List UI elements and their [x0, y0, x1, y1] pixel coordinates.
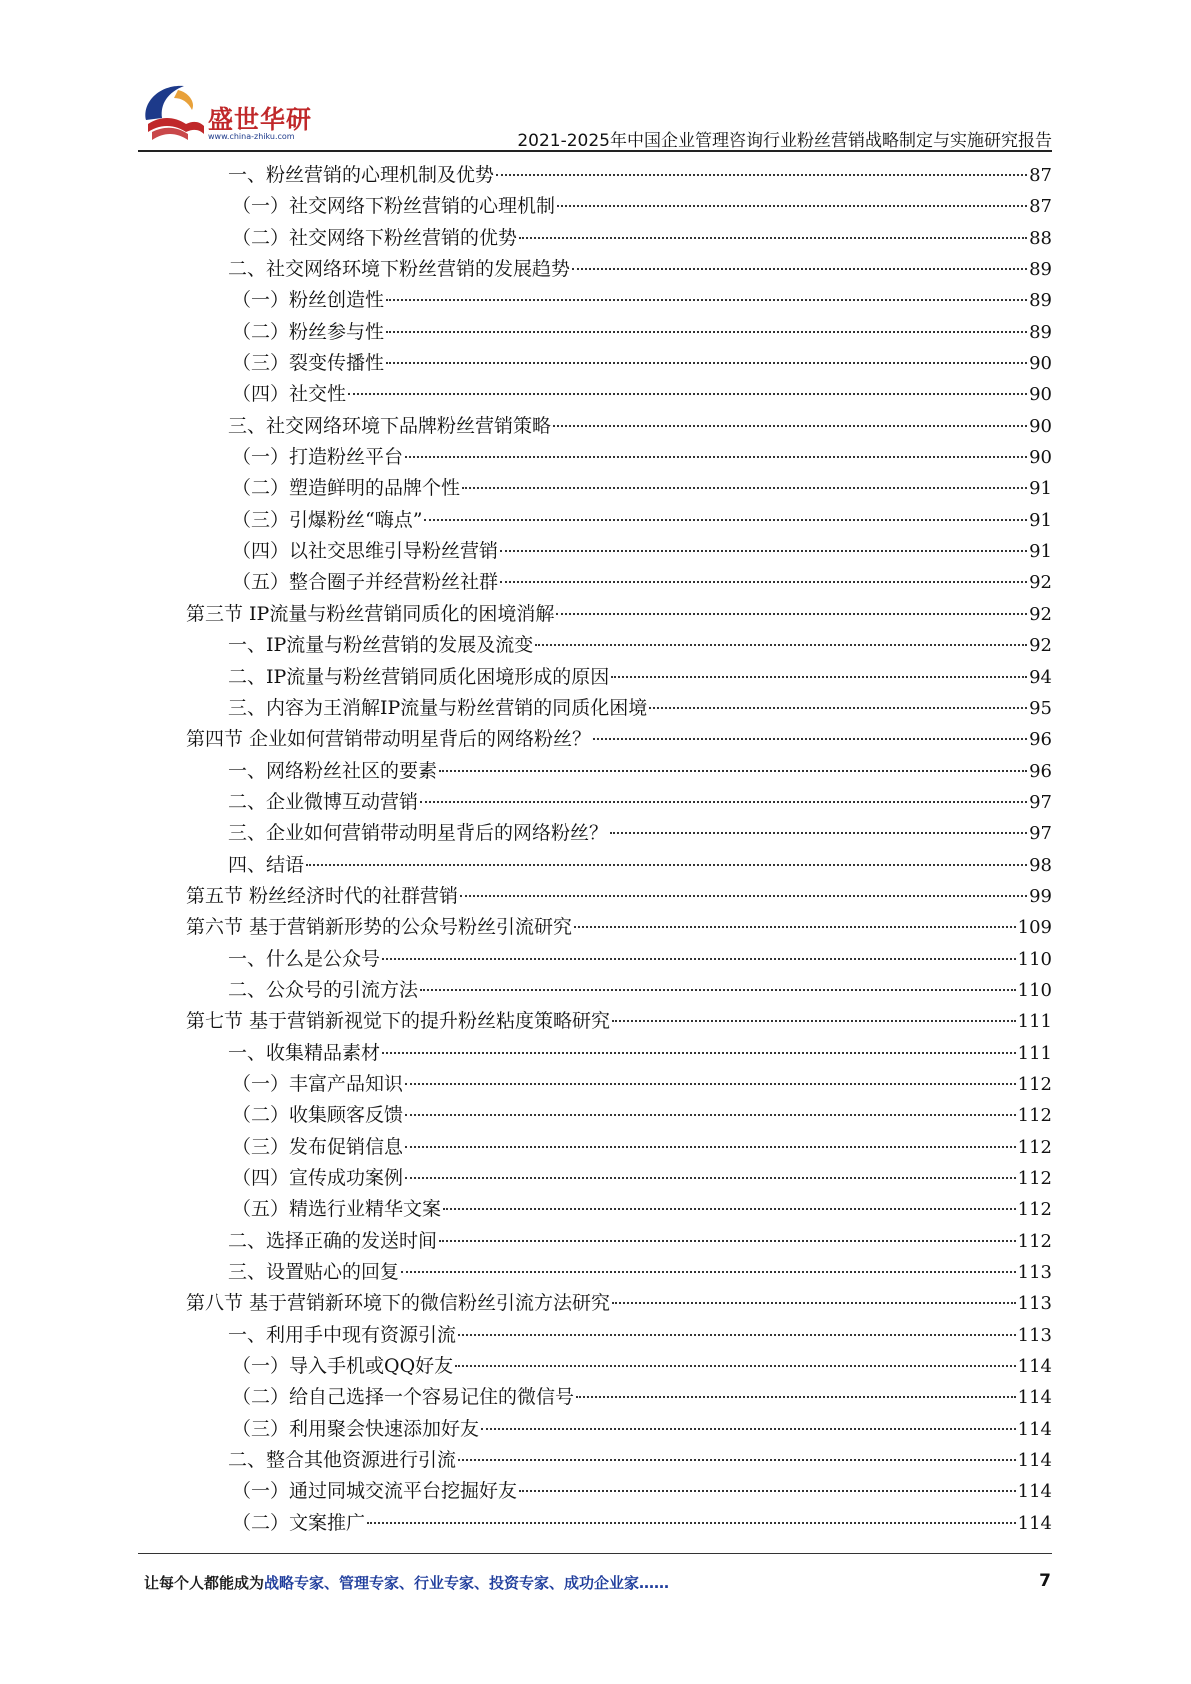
toc-leader-dots — [382, 1051, 1016, 1054]
toc-entry-title: 二、选择正确的发送时间 — [228, 1229, 438, 1252]
toc-leader-dots — [574, 925, 1016, 928]
toc-entry[interactable] — [186, 850, 1052, 881]
toc-entry-page: 97 — [1029, 791, 1052, 813]
toc-entry-title: （三）发布促销信息 — [232, 1135, 404, 1158]
toc-entry-title: （二）社交网络下粉丝营销的优势 — [232, 226, 518, 249]
logo-emblem-icon — [138, 80, 208, 146]
toc-entry-title: 一、什么是公众号 — [228, 947, 381, 970]
toc-entry-title: 四、结语 — [228, 853, 305, 876]
toc-entry-title: （三）裂变传播性 — [232, 352, 385, 375]
toc-entry-title: （二）粉丝参与性 — [232, 320, 385, 343]
toc-entry[interactable] — [186, 1069, 1052, 1100]
toc-entry[interactable] — [186, 317, 1052, 348]
toc-entry-page: 114 — [1017, 1450, 1052, 1472]
toc-entry-page: 94 — [1029, 666, 1052, 688]
toc-leader-dots — [557, 204, 1027, 207]
toc-entry-title: （一）导入手机或QQ好友 — [232, 1355, 454, 1378]
toc-entry-title: 一、IP流量与粉丝营销的发展及流变 — [228, 634, 534, 657]
toc-entry-title: （一）通过同城交流平台挖掘好友 — [232, 1480, 518, 1503]
toc-entry-title: 第三节 IP流量与粉丝营销同质化的困境消解 — [186, 602, 555, 625]
toc-leader-dots — [458, 1333, 1016, 1336]
toc-entry-page: 114 — [1017, 1512, 1052, 1534]
toc-entry[interactable] — [186, 1414, 1052, 1445]
toc-entry-page: 96 — [1029, 729, 1052, 751]
toc-entry[interactable] — [186, 787, 1052, 818]
toc-entry[interactable] — [186, 599, 1052, 630]
toc-entry-title: （一）社交网络下粉丝营销的心理机制 — [232, 195, 556, 218]
toc-entry-title: 二、企业微博互动营销 — [228, 790, 419, 813]
toc-entry-page: 92 — [1029, 572, 1052, 594]
toc-entry-page: 99 — [1029, 885, 1052, 907]
toc-entry-title: 二、公众号的引流方法 — [228, 978, 419, 1001]
toc-entry-title: （二）文案推广 — [232, 1511, 366, 1534]
toc-entry-page: 91 — [1029, 541, 1052, 563]
toc-entry-page: 90 — [1029, 415, 1052, 437]
toc-entry-title: （二）给自己选择一个容易记住的微信号 — [232, 1386, 575, 1409]
toc-leader-dots — [610, 831, 1027, 834]
toc-entry-page: 90 — [1029, 447, 1052, 469]
toc-entry-page: 110 — [1017, 948, 1052, 970]
toc-entry-page: 91 — [1029, 509, 1052, 531]
toc-entry-page: 112 — [1017, 1199, 1052, 1221]
toc-entry-title: 第七节 基于营销新视觉下的提升粉丝粘度策略研究 — [186, 1010, 611, 1033]
toc-leader-dots — [519, 236, 1027, 239]
toc-entry-page: 113 — [1017, 1324, 1052, 1346]
toc-entry[interactable] — [186, 254, 1052, 285]
toc-leader-dots — [572, 267, 1027, 270]
toc-leader-dots — [519, 1489, 1016, 1492]
toc-entry-page: 92 — [1029, 603, 1052, 625]
toc-entry-title: 二、社交网络环境下粉丝营销的发展趋势 — [228, 258, 571, 281]
toc-leader-dots — [553, 424, 1027, 427]
toc-leader-dots — [611, 675, 1027, 678]
toc-entry-page: 114 — [1017, 1356, 1052, 1378]
toc-entry-title: 三、社交网络环境下品牌粉丝营销策略 — [228, 414, 552, 437]
toc-entry-page: 92 — [1029, 635, 1052, 657]
toc-entry[interactable] — [186, 1288, 1052, 1319]
toc-leader-dots — [455, 1364, 1015, 1367]
toc-leader-dots — [612, 1019, 1016, 1022]
toc-entry[interactable] — [186, 1163, 1052, 1194]
toc-leader-dots — [405, 1082, 1016, 1085]
toc-entry[interactable] — [186, 1100, 1052, 1131]
toc-entry[interactable] — [186, 944, 1052, 975]
toc-entry-page: 87 — [1029, 196, 1052, 218]
toc-entry-title: （五）整合圈子并经营粉丝社群 — [232, 571, 499, 594]
toc-entry-title: 一、收集精品素材 — [228, 1041, 381, 1064]
toc-entry-title: （五）精选行业精华文案 — [232, 1198, 442, 1221]
toc-leader-dots — [462, 486, 1027, 489]
toc-entry-page: 88 — [1029, 227, 1052, 249]
toc-leader-dots — [556, 612, 1027, 615]
toc-entry-page: 89 — [1029, 259, 1052, 281]
toc-leader-dots — [401, 1270, 1016, 1273]
toc-entry-page: 89 — [1029, 321, 1052, 343]
toc-entry[interactable] — [186, 1194, 1052, 1225]
toc-leader-dots — [386, 361, 1027, 364]
toc-entry-page: 114 — [1017, 1418, 1052, 1440]
toc-entry-page: 113 — [1017, 1293, 1052, 1315]
toc-leader-dots — [576, 1395, 1016, 1398]
toc-entry-page: 87 — [1029, 165, 1052, 186]
toc-leader-dots — [612, 1301, 1016, 1304]
toc-leader-dots — [405, 1113, 1016, 1116]
toc-entry[interactable] — [186, 1508, 1052, 1539]
toc-entry-title: （四）以社交思维引导粉丝营销 — [232, 540, 499, 563]
toc-leader-dots — [382, 957, 1016, 960]
toc-entry-title: 第八节 基于营销新环境下的微信粉丝引流方法研究 — [186, 1292, 611, 1315]
footer-slogan-highlight: 战略专家、管理专家、行业专家、投资专家、成功企业家…… — [264, 1574, 670, 1592]
toc-entry-title: 第六节 基于营销新形势的公众号粉丝引流研究 — [186, 916, 573, 939]
footer-divider — [138, 1553, 1052, 1554]
toc-leader-dots — [420, 800, 1027, 803]
toc-entry[interactable] — [186, 348, 1052, 379]
toc-entry-page: 113 — [1017, 1262, 1052, 1284]
footer-slogan-lead: 让每个人都能成为 — [144, 1574, 265, 1592]
toc-entry-title: （二）塑造鲜明的品牌个性 — [232, 477, 461, 500]
toc-entry[interactable] — [186, 1006, 1052, 1037]
toc-leader-dots — [481, 1427, 1016, 1430]
toc-entry[interactable] — [186, 1320, 1052, 1351]
toc-entry-title: 二、IP流量与粉丝营销同质化困境形成的原因 — [228, 665, 610, 688]
toc-entry-title: 一、网络粉丝社区的要素 — [228, 759, 438, 782]
toc-entry-page: 112 — [1017, 1168, 1052, 1189]
toc-leader-dots — [420, 988, 1016, 991]
toc-entry-page: 89 — [1029, 290, 1052, 312]
toc-entry[interactable] — [186, 191, 1052, 222]
toc-entry[interactable] — [186, 975, 1052, 1006]
toc-entry[interactable] — [186, 724, 1052, 755]
toc-entry-page: 98 — [1029, 854, 1052, 876]
toc-entry-page: 112 — [1017, 1105, 1052, 1127]
toc-entry-page: 112 — [1017, 1230, 1052, 1252]
toc-entry[interactable] — [186, 1476, 1052, 1507]
toc-leader-dots — [460, 894, 1027, 897]
toc-entry[interactable] — [186, 536, 1052, 567]
toc-leader-dots — [386, 330, 1027, 333]
page-header — [138, 80, 1052, 152]
toc-leader-dots — [367, 1521, 1016, 1524]
toc-leader-dots — [500, 580, 1027, 583]
page-number: 7 — [1039, 1571, 1051, 1591]
toc-entry-title: 三、设置贴心的回复 — [228, 1261, 400, 1284]
logo-url: www.china-zhiku.com — [208, 132, 295, 141]
toc-entry[interactable] — [186, 1226, 1052, 1257]
toc-entry-title: （一）粉丝创造性 — [232, 289, 385, 312]
toc-leader-dots — [593, 737, 1027, 740]
toc-entry[interactable] — [186, 505, 1052, 536]
logo-name: 盛世华研 — [208, 105, 313, 134]
toc-entry[interactable] — [186, 881, 1052, 912]
toc-entry[interactable] — [186, 912, 1052, 943]
toc-entry[interactable] — [186, 1038, 1052, 1069]
toc-entry-title: 一、利用手中现有资源引流 — [228, 1323, 457, 1346]
toc-entry[interactable] — [186, 567, 1052, 598]
toc-entry-page: 91 — [1029, 478, 1052, 500]
toc-entry[interactable] — [186, 1257, 1052, 1288]
toc-entry[interactable] — [186, 379, 1052, 410]
report-title: 2021-2025年中国企业管理咨询行业粉丝营销战略制定与实施研究报告 — [517, 131, 1052, 151]
toc-leader-dots — [535, 643, 1027, 646]
toc-entry-page: 112 — [1017, 1136, 1052, 1158]
toc-entry[interactable] — [186, 630, 1052, 661]
toc-entry-page: 114 — [1017, 1387, 1052, 1409]
toc-entry-title: （二）收集顾客反馈 — [232, 1104, 404, 1127]
company-logo — [138, 80, 318, 146]
toc-entry-title: （四）宣传成功案例 — [232, 1167, 404, 1189]
toc-entry[interactable] — [186, 1351, 1052, 1382]
toc-entry-title: 三、企业如何营销带动明星背后的网络粉丝？ — [228, 822, 609, 845]
footer-slogan — [144, 1572, 669, 1593]
toc-leader-dots — [496, 173, 1027, 176]
toc-entry[interactable] — [186, 473, 1052, 504]
toc-entry-title: 第五节 粉丝经济时代的社群营销 — [186, 884, 459, 907]
toc-leader-dots — [386, 298, 1027, 301]
header-divider — [138, 150, 1052, 152]
toc-leader-dots — [500, 549, 1027, 552]
toc-entry-title: 二、整合其他资源进行引流 — [228, 1449, 457, 1472]
toc-entry[interactable] — [186, 818, 1052, 849]
toc-leader-dots — [405, 1176, 1016, 1179]
toc-entry[interactable] — [186, 1445, 1052, 1476]
toc-entry-page: 111 — [1017, 1042, 1052, 1064]
toc-entry-title: （一）打造粉丝平台 — [232, 446, 404, 469]
toc-entry-title: （三）引爆粉丝“嗨点” — [232, 508, 423, 531]
toc-leader-dots — [439, 769, 1027, 772]
toc-leader-dots — [443, 1207, 1016, 1210]
toc-leader-dots — [439, 1239, 1016, 1242]
toc-entry-page: 112 — [1017, 1073, 1052, 1095]
toc-leader-dots — [405, 455, 1027, 458]
toc-entry-title: 第四节 企业如何营销带动明星背后的网络粉丝？ — [186, 728, 592, 751]
toc-entry-title: （四）社交性 — [232, 383, 347, 406]
toc-entry[interactable] — [186, 1132, 1052, 1163]
toc-entry-page: 95 — [1029, 697, 1052, 719]
toc-entry[interactable] — [186, 411, 1052, 442]
toc-entry-title: 一、粉丝营销的心理机制及优势 — [228, 164, 495, 186]
toc-leader-dots — [306, 863, 1027, 866]
toc-entry-page: 90 — [1029, 384, 1052, 406]
toc-entry[interactable] — [186, 662, 1052, 693]
toc-leader-dots — [649, 706, 1027, 709]
table-of-contents — [186, 160, 1052, 1539]
toc-leader-dots — [405, 1145, 1016, 1148]
toc-entry[interactable] — [186, 756, 1052, 787]
toc-entry-page: 109 — [1017, 917, 1052, 939]
toc-entry-page: 90 — [1029, 353, 1052, 375]
toc-leader-dots — [424, 518, 1027, 521]
toc-leader-dots — [458, 1458, 1016, 1461]
toc-entry-page: 114 — [1017, 1481, 1052, 1503]
toc-entry[interactable] — [186, 442, 1052, 473]
toc-entry[interactable] — [186, 160, 1052, 191]
toc-entry-page: 110 — [1017, 979, 1052, 1001]
toc-entry-page: 97 — [1029, 823, 1052, 845]
toc-entry-title: 三、内容为王消解IP流量与粉丝营销的同质化困境 — [228, 696, 648, 719]
toc-entry-page: 96 — [1029, 760, 1052, 782]
toc-entry[interactable] — [186, 285, 1052, 316]
toc-leader-dots — [348, 392, 1027, 395]
toc-entry-page: 111 — [1017, 1011, 1052, 1033]
toc-entry[interactable] — [186, 223, 1052, 254]
toc-entry-title: （一）丰富产品知识 — [232, 1072, 404, 1095]
toc-entry-title: （三）利用聚会快速添加好友 — [232, 1417, 480, 1440]
toc-entry[interactable] — [186, 1382, 1052, 1413]
toc-entry[interactable] — [186, 693, 1052, 724]
